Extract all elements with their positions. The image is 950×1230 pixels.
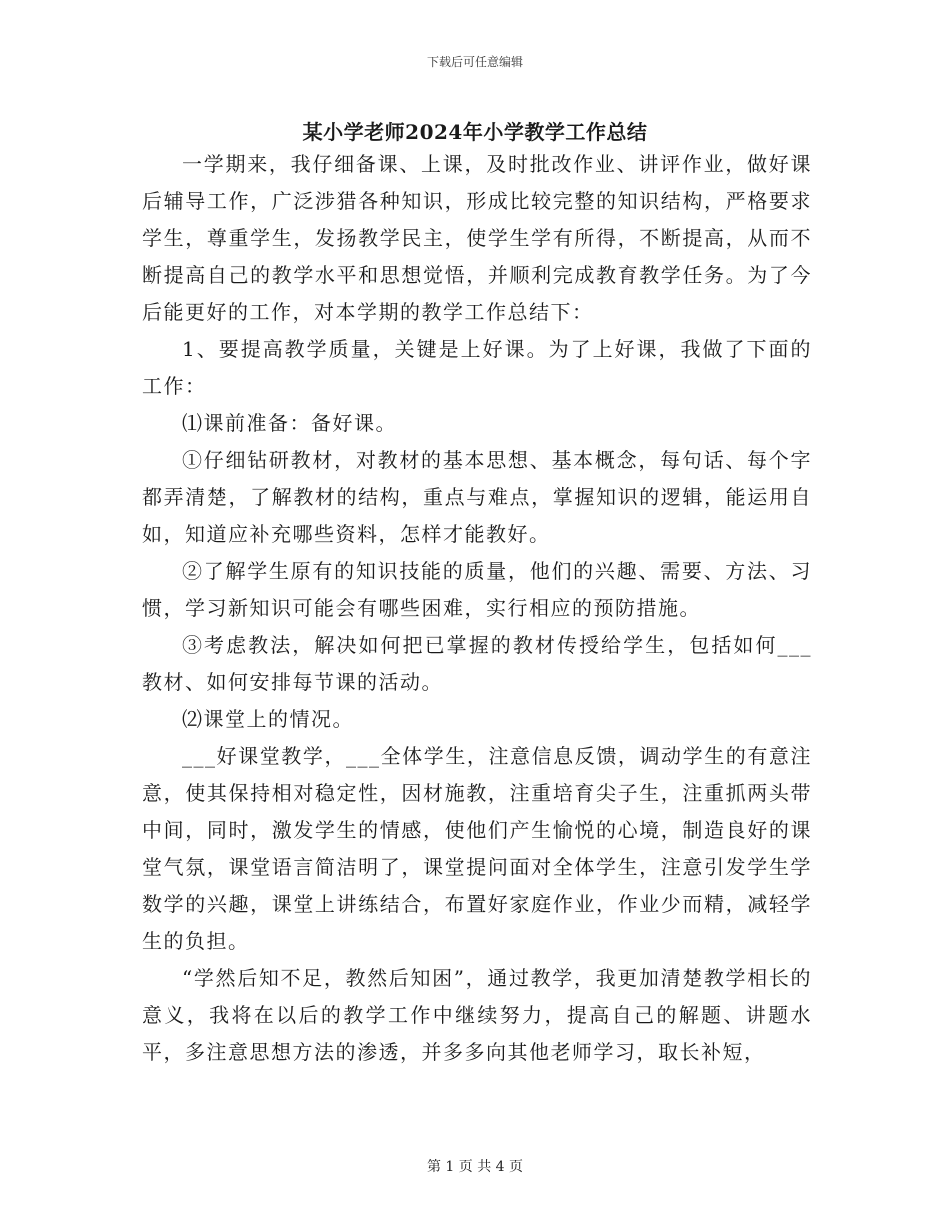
page-number: 第 1 页 共 4 页	[426, 1159, 524, 1175]
paragraph-point-1: 1、要提高教学质量，关键是上好课。为了上好课，我做了下面的工作：	[142, 337, 812, 398]
paragraph-item-2: ②了解学生原有的知识技能的质量，他们的兴趣、需要、方法、习惯，学习新知识可能会有哪些困难，实行相应的预防措施。	[142, 559, 812, 620]
paragraph-intro: 一学期来，我仔细备课、上课，及时批改作业、讲评作业，做好课后辅导工作，广泛涉猎各种知识，形成比较完整的知识结构，严格要求学生，尊重学生，发扬教学民主，使学生学有所得，不断提高，从而不断提高自己的教学水平和思想觉悟，并顺利完成教育教学任务。为了今后能更好的工作，对本学期的教学工作总结下：	[142, 152, 812, 324]
paragraph-reflection: “学然后知不足，教然后知困”，通过教学，我更加清楚教学相长的意义，我将在以后的教学工作中继续努力，提高自己的解题、讲题水平，多注意思想方法的渗透，并多多向其他老师学习，取长补短，	[142, 966, 812, 1064]
paragraph-subheading-class: ⑵课堂上的情况。	[182, 707, 354, 731]
paragraph-classroom: ___好课堂教学，___全体学生，注意信息反馈，调动学生的有意注意，使其保持相对稳定性，因材施教，注重培育尖子生，注重抓两头带中间，同时，激发学生的情感，使他们产生愉悦的心境，制造良好的课堂气氛，课堂语言简洁明了，课堂提问面对全体学生，注意引发学生学数学的兴趣，课堂上讲练结合，布置好家庭作业，作业少而精，减轻学生的负担。	[142, 744, 812, 953]
paragraph-item-1: ①仔细钻研教材，对教材的基本思想、基本概念，每句话、每个字都弄清楚，了解教材的结构，重点与难点，掌握知识的逻辑，能运用自如，知道应补充哪些资料，怎样才能教好。	[142, 448, 812, 546]
document-body	[142, 146, 812, 1071]
paragraph-subheading-prep: ⑴课前准备：备好课。	[182, 411, 397, 435]
paragraph-item-3: ③考虑教法，解决如何把已掌握的教材传授给学生，包括如何___教材、如何安排每节课的活动。	[142, 633, 812, 694]
document-title: 某小学老师2024年小学教学工作总结	[302, 120, 648, 144]
header-note: 下载后可任意编辑	[426, 55, 523, 69]
